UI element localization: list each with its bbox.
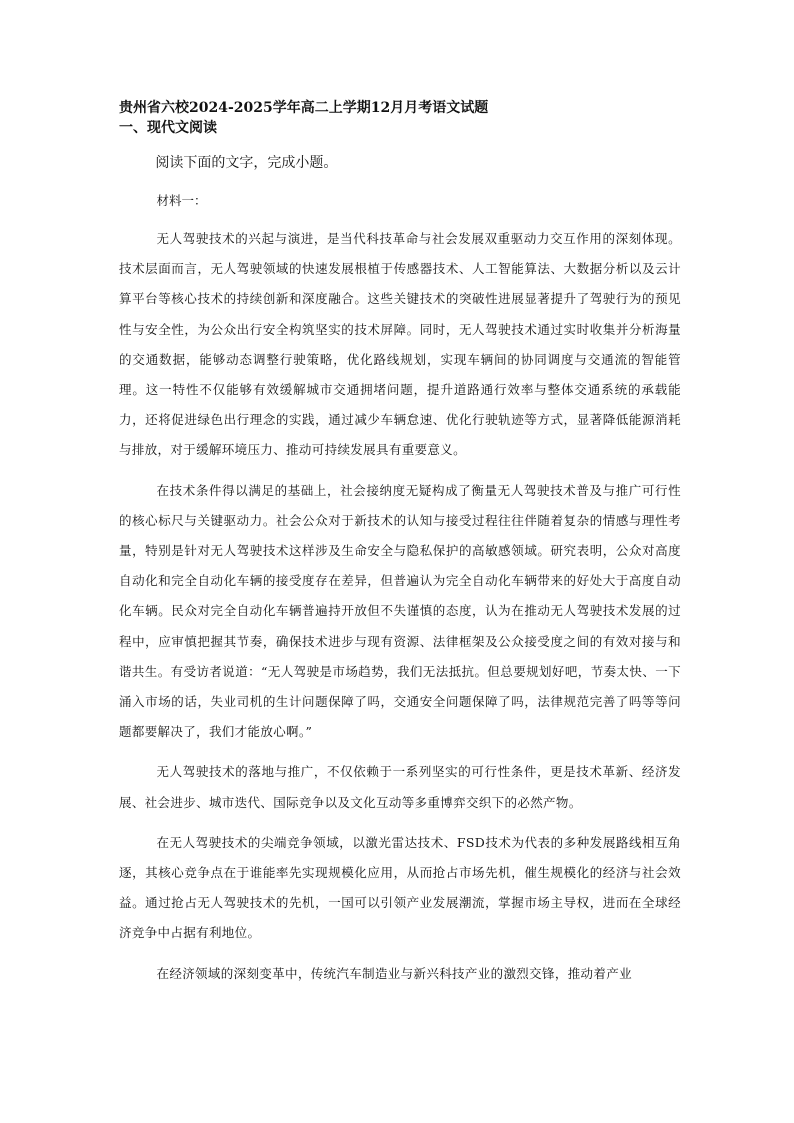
- reading-instruction: 阅读下面的文字，完成小题。: [155, 155, 338, 171]
- document-title: 贵州省六校2024-2025学年高二上学期12月月考语文试题: [119, 100, 489, 116]
- body-paragraph: 在无人驾驶技术的尖端竞争领域，以激光雷达技术、FSD技术为代表的多种发展路线相互角逐，其核心竞争点在于谁能率先实现规模化应用，从而抢占市场先机，催生规模化的经济与社会效益。通过抢占无人驾驶技术的先机，一国可以引领产业发展潮流，掌握市场主导权，进而在全球经济竞争中占据有利地位。: [119, 834, 681, 941]
- material-label: 材料一：: [156, 193, 207, 208]
- section-heading: 一、现代文阅读: [119, 120, 217, 136]
- body-paragraph: 无人驾驶技术的落地与推广，不仅依赖于一系列坚实的可行性条件，更是技术革新、经济发展、社会进步、城市迭代、国际竞争以及文化互动等多重博弈交织下的必然产物。: [119, 764, 681, 810]
- body-paragraph: 在经济领域的深刻变革中，传统汽车制造业与新兴科技产业的激烈交锋，推动着产业: [156, 965, 632, 981]
- document-page: [119, 98, 681, 989]
- body-paragraph: 在技术条件得以满足的基础上，社会接纳度无疑构成了衡量无人驾驶技术普及与推广可行性的核心标尺与关键驱动力。社会公众对于新技术的认知与接受过程往往伴随着复杂的情感与理性考量，特别是针对无人驾驶技术这样涉及生命安全与隐私保护的高敏感领域。研究表明，公众对高度自动化和完全自动化车辆的接受度存在差异，但普遍认为完全自动化车辆带来的好处大于高度自动化车辆。民众对完全自动化车辆普遍持开放但不失谨慎的态度，认为在推动无人驾驶技术发展的过程中，应审慎把握其节奏，确保技术进步与现有资源、法律框架及公众接受度之间的有效对接与和谐共生。有受访者说道：“无人驾驶是市场趋势，我们无法抵抗。但总要规划好吧，节奏太快、一下涌入市场的话，失业司机的生计问题保障了吗，交通安全问题保障了吗，法律规范完善了吗等等问题都要解决了，我们才能放心啊。”: [119, 482, 681, 740]
- body-paragraph: 无人驾驶技术的兴起与演进，是当代科技革命与社会发展双重驱动力交互作用的深刻体现。技术层面而言，无人驾驶领域的快速发展根植于传感器技术、人工智能算法、大数据分析以及云计算平台等核心技术的持续创新和深度融合。这些关键技术的突破性进展显著提升了驾驶行为的预见性与安全性，为公众出行安全构筑坚实的技术屏障。同时，无人驾驶技术通过实时收集并分析海量的交通数据，能够动态调整行驶策略，优化路线规划，实现车辆间的协同调度与交通流的智能管理。这一特性不仅能够有效缓解城市交通拥堵问题，提升道路通行效率与整体交通系统的承载能力，还将促进绿色出行理念的实践，通过减少车辆怠速、优化行驶轨迹等方式，显著降低能源消耗与排放，对于缓解环境压力、推动可持续发展具有重要意义。: [119, 231, 681, 458]
